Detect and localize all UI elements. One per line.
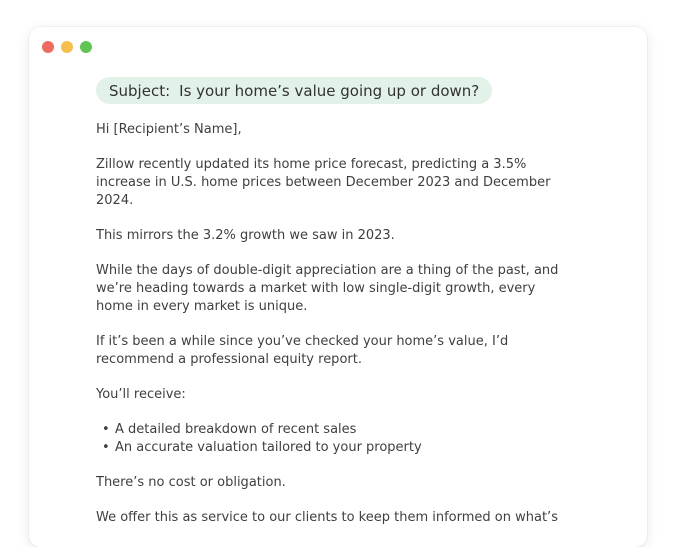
list-item-text: A detailed breakdown of recent sales bbox=[115, 422, 357, 437]
email-body bbox=[96, 121, 576, 544]
subject-prefix: Subject: bbox=[109, 81, 171, 100]
paragraph-recommendation: If it’s been a while since you’ve checked your home’s value, I’d recommend a professional equity report. bbox=[96, 334, 509, 367]
zoom-window-button[interactable] bbox=[80, 41, 92, 53]
close-window-button[interactable] bbox=[42, 41, 54, 53]
list-item-text: An accurate valuation tailored to your property bbox=[115, 440, 422, 455]
paragraph-no-cost: There’s no cost or obligation. bbox=[96, 475, 286, 490]
list-item bbox=[96, 439, 576, 457]
benefits-list bbox=[96, 421, 576, 457]
subject-pill bbox=[96, 77, 492, 104]
paragraph-receive: You’ll receive: bbox=[96, 387, 186, 402]
window-controls bbox=[42, 41, 92, 53]
list-item bbox=[96, 421, 576, 439]
subject-text: Is your home’s value going up or down? bbox=[179, 81, 480, 100]
email-window bbox=[29, 27, 647, 547]
paragraph-forecast: Zillow recently updated its home price forecast, predicting a 3.5% increase in U.S. home prices between December 2023 and December 2024. bbox=[96, 157, 551, 208]
paragraph-service: We offer this as service to our clients to keep them informed on what’s bbox=[96, 510, 558, 525]
minimize-window-button[interactable] bbox=[61, 41, 73, 53]
bullet-icon: • bbox=[102, 440, 110, 455]
greeting: Hi [Recipient’s Name], bbox=[96, 122, 242, 137]
bullet-icon: • bbox=[102, 422, 110, 437]
paragraph-market: While the days of double-digit appreciation are a thing of the past, and we’re heading towards a market with low single-digit growth, every home in every market is unique. bbox=[96, 263, 559, 314]
paragraph-growth: This mirrors the 3.2% growth we saw in 2023. bbox=[96, 228, 395, 243]
